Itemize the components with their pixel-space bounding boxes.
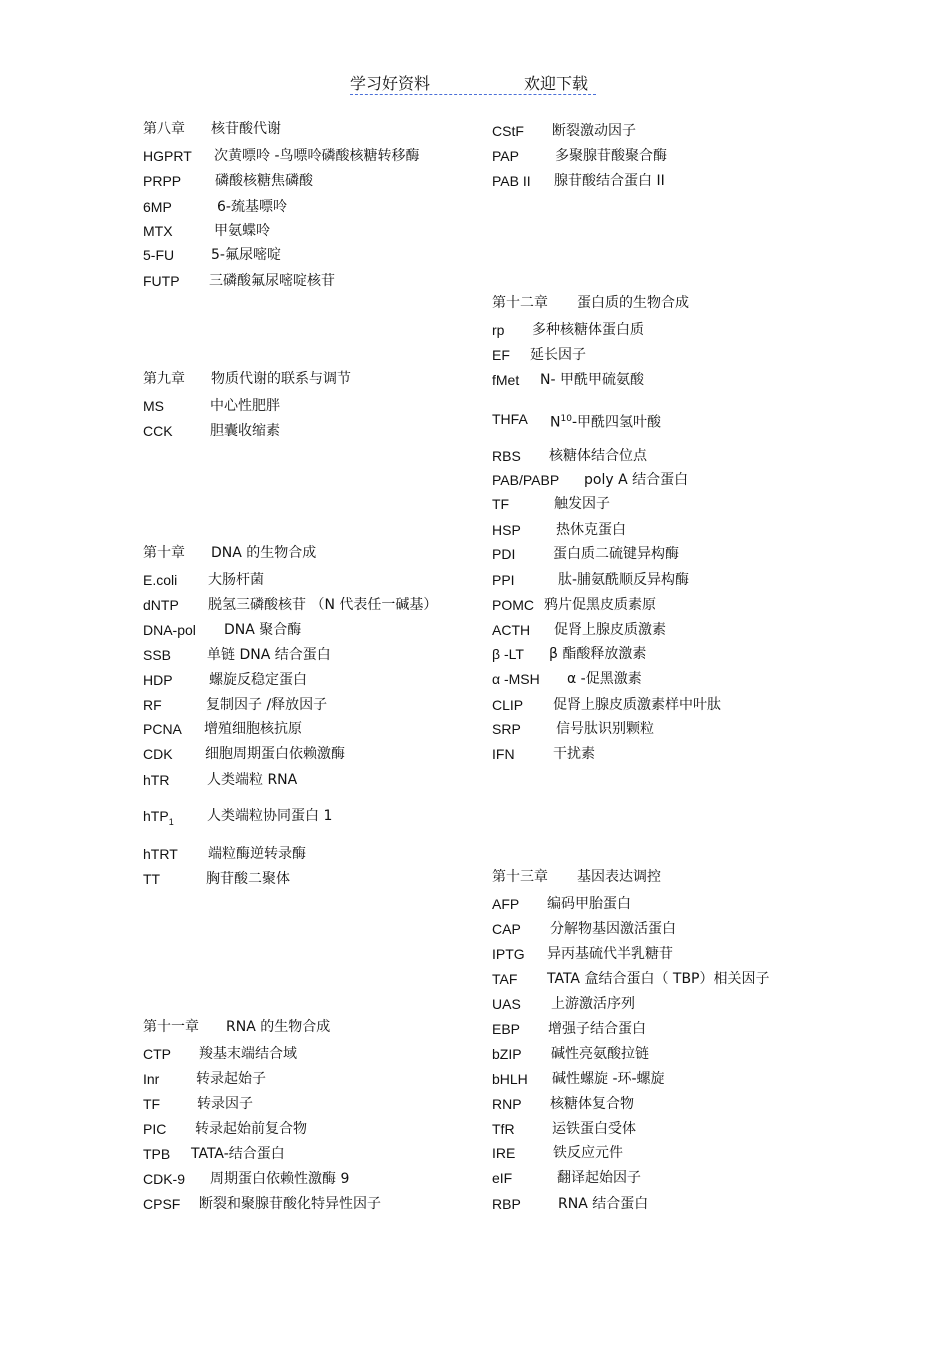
abbreviation-text: RNP bbox=[492, 1096, 522, 1112]
entry-abbreviation bbox=[143, 645, 171, 665]
abbreviation-text: 5-FU bbox=[143, 247, 175, 263]
entry-description bbox=[224, 620, 301, 640]
entry-abbreviation bbox=[492, 520, 521, 540]
abbreviation-text: eIF bbox=[492, 1170, 513, 1186]
abbreviation-text: DNA-pol bbox=[143, 622, 196, 638]
description-text: 断裂激动因子 bbox=[552, 123, 636, 139]
abbreviation-text: PAB/PABP bbox=[492, 472, 560, 488]
chapter-number bbox=[143, 543, 185, 563]
entry-description bbox=[567, 669, 642, 689]
entry-description bbox=[550, 919, 676, 939]
abbreviation-text: bHLH bbox=[492, 1071, 528, 1087]
entry-description bbox=[532, 320, 644, 340]
abbreviation-text: rp bbox=[492, 322, 505, 338]
abbreviation-text: TfR bbox=[492, 1121, 515, 1137]
description-text: 螺旋反稳定蛋白 bbox=[209, 672, 307, 688]
abbreviation-text: TPB bbox=[143, 1146, 171, 1162]
entry-abbreviation bbox=[492, 644, 524, 664]
description-text: 异丙基硫代半乳糖苷 bbox=[547, 946, 673, 962]
entry-abbreviation bbox=[492, 944, 525, 964]
abbreviation-text: hTP bbox=[143, 808, 169, 824]
description-text: 分解物基因激活蛋白 bbox=[550, 921, 676, 937]
entry-description bbox=[208, 570, 264, 590]
abbreviation-text: dNTP bbox=[143, 597, 179, 613]
entry-abbreviation bbox=[143, 1169, 185, 1189]
description-text: 次黄嘌呤 -鸟嘌呤磷酸核糖转移酶 bbox=[214, 148, 420, 164]
entry-description bbox=[214, 146, 420, 166]
entry-abbreviation bbox=[143, 271, 180, 291]
entry-abbreviation bbox=[492, 595, 534, 615]
abbreviation-text: CDK-9 bbox=[143, 1171, 186, 1187]
entry-description bbox=[550, 409, 661, 433]
entry-description bbox=[207, 806, 332, 826]
entry-description bbox=[211, 245, 281, 265]
entry-abbreviation bbox=[143, 595, 179, 615]
entry-abbreviation bbox=[143, 806, 174, 832]
entry-abbreviation bbox=[143, 146, 192, 166]
abbreviation-text: AFP bbox=[492, 896, 520, 912]
entry-description bbox=[215, 171, 313, 191]
header-right-text: 欢迎下载 bbox=[524, 74, 589, 93]
description-text: RNA 结合蛋白 bbox=[558, 1196, 649, 1212]
abbreviation-text: PDI bbox=[492, 546, 516, 562]
description-text: 多聚腺苷酸聚合酶 bbox=[555, 148, 667, 164]
description-text: 周期蛋白依赖性激酶 9 bbox=[210, 1171, 350, 1187]
chapter-number bbox=[143, 369, 185, 389]
description-text: 核苷酸代谢 bbox=[211, 121, 281, 137]
entry-description bbox=[205, 744, 345, 764]
entry-description bbox=[544, 595, 656, 615]
abbreviation-text: 第十一章 bbox=[143, 1019, 199, 1035]
entry-description bbox=[197, 1094, 253, 1114]
abbreviation-text: E.coli bbox=[143, 572, 178, 588]
description-text: 增强子结合蛋白 bbox=[548, 1021, 646, 1037]
description-text: 基因表达调控 bbox=[577, 869, 661, 885]
entry-description bbox=[540, 370, 644, 390]
entry-abbreviation bbox=[492, 470, 559, 490]
description-text: 增殖细胞核抗原 bbox=[204, 721, 302, 737]
abbreviation-text: TT bbox=[143, 871, 161, 887]
description-text: 人类端粒协同蛋白 1 bbox=[207, 808, 333, 824]
description-text: poly A 结合蛋白 bbox=[584, 472, 689, 488]
abbreviation-text: HDP bbox=[143, 672, 173, 688]
description-text: 延长因子 bbox=[530, 347, 586, 363]
entry-description bbox=[196, 1069, 266, 1089]
entry-abbreviation bbox=[492, 370, 519, 390]
description-text: 促肾上腺皮质激素 bbox=[554, 622, 666, 638]
entry-abbreviation bbox=[492, 1094, 522, 1114]
entry-abbreviation bbox=[143, 570, 177, 590]
abbreviation-text: 第十三章 bbox=[492, 869, 548, 885]
entry-abbreviation bbox=[492, 1194, 521, 1214]
chapter-number bbox=[492, 867, 548, 887]
description-text: 脱氢三磷酸核苷 （N 代表任一碱基） bbox=[208, 597, 438, 613]
chapter-title bbox=[577, 867, 661, 887]
entry-description bbox=[553, 544, 679, 564]
entry-abbreviation bbox=[492, 446, 521, 466]
description-prefix: N bbox=[550, 414, 561, 431]
abbreviation-text: SRP bbox=[492, 721, 521, 737]
description-superscript: 10 bbox=[560, 414, 572, 424]
entry-description bbox=[206, 869, 290, 889]
description-text: DNA 的生物合成 bbox=[211, 545, 317, 561]
abbreviation-text: CLIP bbox=[492, 697, 524, 713]
entry-abbreviation bbox=[143, 1194, 180, 1214]
entry-abbreviation bbox=[143, 1069, 159, 1089]
entry-description bbox=[214, 221, 270, 241]
description-text: DNA 聚合酶 bbox=[224, 622, 302, 638]
entry-description bbox=[554, 494, 610, 514]
entry-description bbox=[210, 396, 280, 416]
description-text: 腺苷酸结合蛋白 II bbox=[554, 173, 665, 189]
abbreviation-text: RF bbox=[143, 697, 162, 713]
description-text: 大肠杆菌 bbox=[208, 572, 264, 588]
abbreviation-text: α -MSH bbox=[492, 671, 540, 687]
entry-abbreviation bbox=[143, 770, 169, 790]
description-text: 上游激活序列 bbox=[551, 996, 635, 1012]
abbreviation-text: PCNA bbox=[143, 721, 182, 737]
abbreviation-text: TF bbox=[492, 496, 510, 512]
description-text: 胸苷酸二聚体 bbox=[206, 871, 290, 887]
abbreviation-text: 第八章 bbox=[143, 121, 185, 137]
entry-abbreviation bbox=[492, 171, 531, 191]
description-text: 翻译起始因子 bbox=[557, 1170, 641, 1186]
entry-abbreviation bbox=[492, 1069, 528, 1089]
entry-abbreviation bbox=[492, 1019, 520, 1039]
abbreviation-text: FUTP bbox=[143, 273, 180, 289]
entry-abbreviation bbox=[492, 669, 540, 689]
description-text: 肽-脯氨酰顺反异构酶 bbox=[558, 572, 690, 588]
description-text: 胆囊收缩素 bbox=[210, 423, 280, 439]
description-text: 碱性螺旋 -环-螺旋 bbox=[552, 1071, 665, 1087]
description-text: 磷酸核糖焦磷酸 bbox=[215, 173, 313, 189]
description-text: TATA-结合蛋白 bbox=[191, 1146, 285, 1162]
description-text: 运铁蛋白受体 bbox=[552, 1121, 636, 1137]
entry-abbreviation bbox=[143, 396, 164, 416]
entry-description bbox=[208, 595, 437, 615]
description-text: 端粒酶逆转录酶 bbox=[208, 846, 306, 862]
entry-description bbox=[208, 844, 306, 864]
entry-abbreviation bbox=[492, 320, 504, 340]
description-text: 热休克蛋白 bbox=[556, 522, 626, 538]
entry-abbreviation bbox=[492, 919, 521, 939]
abbreviation-text: β -LT bbox=[492, 646, 524, 662]
abbreviation-text: 第九章 bbox=[143, 371, 185, 387]
entry-abbreviation bbox=[492, 1119, 515, 1139]
description-text: 干扰素 bbox=[553, 746, 595, 762]
description-text: 复制因子 /释放因子 bbox=[206, 697, 328, 713]
entry-abbreviation bbox=[492, 570, 515, 590]
entry-description bbox=[556, 520, 626, 540]
description-text: 转录起始子 bbox=[196, 1071, 266, 1087]
description-text: 促肾上腺皮质激素样中叶肽 bbox=[553, 697, 721, 713]
abbreviation-text: CTP bbox=[143, 1046, 171, 1062]
entry-abbreviation bbox=[492, 345, 510, 365]
description-text: 羧基末端结合域 bbox=[199, 1046, 297, 1062]
chapter-title bbox=[226, 1017, 330, 1037]
abbreviation-text: fMet bbox=[492, 372, 520, 388]
abbreviation-text: bZIP bbox=[492, 1046, 522, 1062]
description-text: 甲氨蝶呤 bbox=[214, 223, 270, 239]
description-text: β 酯酸释放激素 bbox=[549, 646, 647, 662]
entry-abbreviation bbox=[492, 695, 523, 715]
entry-abbreviation bbox=[143, 171, 181, 191]
abbreviation-subscript: 1 bbox=[168, 816, 174, 827]
entry-description bbox=[530, 345, 586, 365]
entry-description bbox=[204, 719, 302, 739]
description-text: 断裂和聚腺苷酸化特异性因子 bbox=[199, 1196, 381, 1212]
description-text: 人类端粒 RNA bbox=[207, 772, 298, 788]
abbreviation-text: MS bbox=[143, 398, 164, 414]
entry-description bbox=[199, 1044, 297, 1064]
description-text: 多种核糖体蛋白质 bbox=[532, 322, 644, 338]
description-text: 转录起始前复合物 bbox=[195, 1121, 307, 1137]
abbreviation-text: IRE bbox=[492, 1145, 516, 1161]
description-text: -甲酰四氢叶酸 bbox=[571, 414, 661, 431]
chapter-title bbox=[211, 119, 281, 139]
entry-abbreviation bbox=[492, 719, 521, 739]
entry-description bbox=[554, 171, 665, 191]
description-text: 触发因子 bbox=[554, 496, 610, 512]
entry-abbreviation bbox=[492, 894, 519, 914]
chapter-title bbox=[211, 369, 351, 389]
entry-abbreviation bbox=[143, 245, 174, 265]
abbreviation-text: CAP bbox=[492, 921, 521, 937]
entry-description bbox=[553, 744, 595, 764]
chapter-title bbox=[577, 293, 689, 313]
abbreviation-text: 6MP bbox=[143, 199, 172, 215]
entry-description bbox=[210, 421, 280, 441]
entry-description bbox=[556, 719, 654, 739]
entry-description bbox=[557, 1168, 641, 1188]
entry-abbreviation bbox=[492, 409, 528, 429]
abbreviation-text: IPTG bbox=[492, 946, 525, 962]
entry-abbreviation bbox=[143, 1044, 171, 1064]
entry-abbreviation bbox=[143, 844, 178, 864]
entry-description bbox=[553, 1143, 623, 1163]
entry-description bbox=[551, 994, 635, 1014]
abbreviation-text: RBP bbox=[492, 1196, 521, 1212]
entry-description bbox=[552, 121, 636, 141]
abbreviation-text: THFA bbox=[492, 411, 528, 427]
entry-abbreviation bbox=[492, 744, 515, 764]
abbreviation-text: TAF bbox=[492, 971, 518, 987]
abbreviation-text: CDK bbox=[143, 746, 173, 762]
entry-abbreviation bbox=[143, 221, 173, 241]
entry-description bbox=[551, 1044, 649, 1064]
abbreviation-text: 第十章 bbox=[143, 545, 185, 561]
abbreviation-text: RBS bbox=[492, 448, 521, 464]
abbreviation-text: 第十二章 bbox=[492, 295, 548, 311]
description-text: 6-巯基嘌呤 bbox=[217, 199, 287, 215]
chapter-number bbox=[492, 293, 548, 313]
entry-abbreviation bbox=[143, 670, 173, 690]
description-text: N- 甲酰甲硫氨酸 bbox=[540, 372, 644, 388]
entry-description bbox=[207, 645, 331, 665]
entry-abbreviation bbox=[492, 121, 524, 141]
entry-description bbox=[547, 894, 631, 914]
entry-abbreviation bbox=[492, 620, 530, 640]
entry-description bbox=[552, 1119, 636, 1139]
description-text: 信号肽识别颗粒 bbox=[556, 721, 654, 737]
entry-abbreviation bbox=[143, 1094, 160, 1114]
description-text: 鸦片促黑皮质素原 bbox=[544, 597, 656, 613]
entry-abbreviation bbox=[143, 1119, 166, 1139]
entry-description bbox=[558, 1194, 648, 1214]
description-text: 碱性亮氨酸拉链 bbox=[551, 1046, 649, 1062]
entry-abbreviation bbox=[492, 1143, 515, 1163]
entry-abbreviation bbox=[143, 719, 182, 739]
page-header bbox=[350, 70, 596, 95]
entry-description bbox=[209, 670, 307, 690]
abbreviation-text: CPSF bbox=[143, 1196, 181, 1212]
entry-description bbox=[217, 197, 287, 217]
description-text: 蛋白质二硫键异构酶 bbox=[553, 546, 679, 562]
entry-abbreviation bbox=[492, 146, 519, 166]
entry-abbreviation bbox=[492, 969, 517, 989]
abbreviation-text: HGPRT bbox=[143, 148, 192, 164]
description-text: 核糖体复合物 bbox=[550, 1096, 634, 1112]
abbreviation-text: PIC bbox=[143, 1121, 167, 1137]
entry-description bbox=[547, 944, 673, 964]
entry-description bbox=[547, 969, 770, 989]
abbreviation-text: PAP bbox=[492, 148, 519, 164]
description-text: 物质代谢的联系与调节 bbox=[211, 371, 351, 387]
description-text: 编码甲胎蛋白 bbox=[547, 896, 631, 912]
description-text: 铁反应元件 bbox=[553, 1145, 623, 1161]
entry-description bbox=[552, 1069, 665, 1089]
entry-abbreviation bbox=[492, 544, 515, 564]
abbreviation-text: UAS bbox=[492, 996, 521, 1012]
entry-abbreviation bbox=[143, 620, 196, 640]
abbreviation-text: CStF bbox=[492, 123, 524, 139]
description-text: 中心性肥胖 bbox=[210, 398, 280, 414]
description-text: 转录因子 bbox=[197, 1096, 253, 1112]
description-text: RNA 的生物合成 bbox=[226, 1019, 331, 1035]
description-text: TATA 盒结合蛋白（ TBP）相关因子 bbox=[547, 971, 770, 987]
entry-description bbox=[195, 1119, 307, 1139]
entry-description bbox=[209, 271, 335, 291]
abbreviation-text: EBP bbox=[492, 1021, 521, 1037]
abbreviation-text: POMC bbox=[492, 597, 534, 613]
entry-description bbox=[553, 695, 721, 715]
description-text: 三磷酸氟尿嘧啶核苷 bbox=[209, 273, 335, 289]
entry-abbreviation bbox=[492, 1168, 512, 1188]
entry-description bbox=[554, 620, 666, 640]
entry-description bbox=[558, 570, 689, 590]
abbreviation-text: PPI bbox=[492, 572, 515, 588]
entry-description bbox=[191, 1144, 285, 1164]
entry-abbreviation bbox=[143, 197, 172, 217]
entry-abbreviation bbox=[492, 994, 521, 1014]
entry-description bbox=[199, 1194, 381, 1214]
abbreviation-text: PRPP bbox=[143, 173, 182, 189]
entry-description bbox=[210, 1169, 349, 1189]
entry-abbreviation bbox=[143, 744, 173, 764]
entry-description bbox=[207, 770, 297, 790]
abbreviation-text: hTR bbox=[143, 772, 170, 788]
entry-description bbox=[550, 1094, 634, 1114]
description-text: 5-氟尿嘧啶 bbox=[211, 247, 281, 263]
description-text: 核糖体结合位点 bbox=[549, 448, 647, 464]
chapter-number bbox=[143, 1017, 199, 1037]
entry-abbreviation bbox=[143, 695, 162, 715]
entry-abbreviation bbox=[492, 494, 509, 514]
abbreviation-text: CCK bbox=[143, 423, 173, 439]
entry-abbreviation bbox=[143, 421, 173, 441]
description-text: 细胞周期蛋白依赖激酶 bbox=[205, 746, 345, 762]
entry-description bbox=[549, 644, 646, 664]
entry-description bbox=[555, 146, 667, 166]
abbreviation-text: PAB II bbox=[492, 173, 531, 189]
header-left-text: 学习好资料 bbox=[350, 74, 431, 93]
abbreviation-text: EF bbox=[492, 347, 510, 363]
abbreviation-text: ACTH bbox=[492, 622, 531, 638]
chapter-number bbox=[143, 119, 185, 139]
abbreviation-text: IFN bbox=[492, 746, 515, 762]
description-text: α -促黑激素 bbox=[567, 671, 642, 687]
entry-description bbox=[549, 446, 647, 466]
abbreviation-text: Inr bbox=[143, 1071, 160, 1087]
entry-description bbox=[206, 695, 327, 715]
abbreviation-text: HSP bbox=[492, 522, 521, 538]
abbreviation-text: hTRT bbox=[143, 846, 178, 862]
abbreviation-text: TF bbox=[143, 1096, 161, 1112]
entry-abbreviation bbox=[492, 1044, 522, 1064]
entry-description bbox=[548, 1019, 646, 1039]
entry-abbreviation bbox=[143, 1144, 170, 1164]
chapter-title bbox=[211, 543, 316, 563]
description-text: 蛋白质的生物合成 bbox=[577, 295, 689, 311]
description-text: 单链 DNA 结合蛋白 bbox=[207, 647, 331, 663]
entry-abbreviation bbox=[143, 869, 160, 889]
abbreviation-text: SSB bbox=[143, 647, 172, 663]
entry-description bbox=[584, 470, 688, 490]
abbreviation-text: MTX bbox=[143, 223, 173, 239]
